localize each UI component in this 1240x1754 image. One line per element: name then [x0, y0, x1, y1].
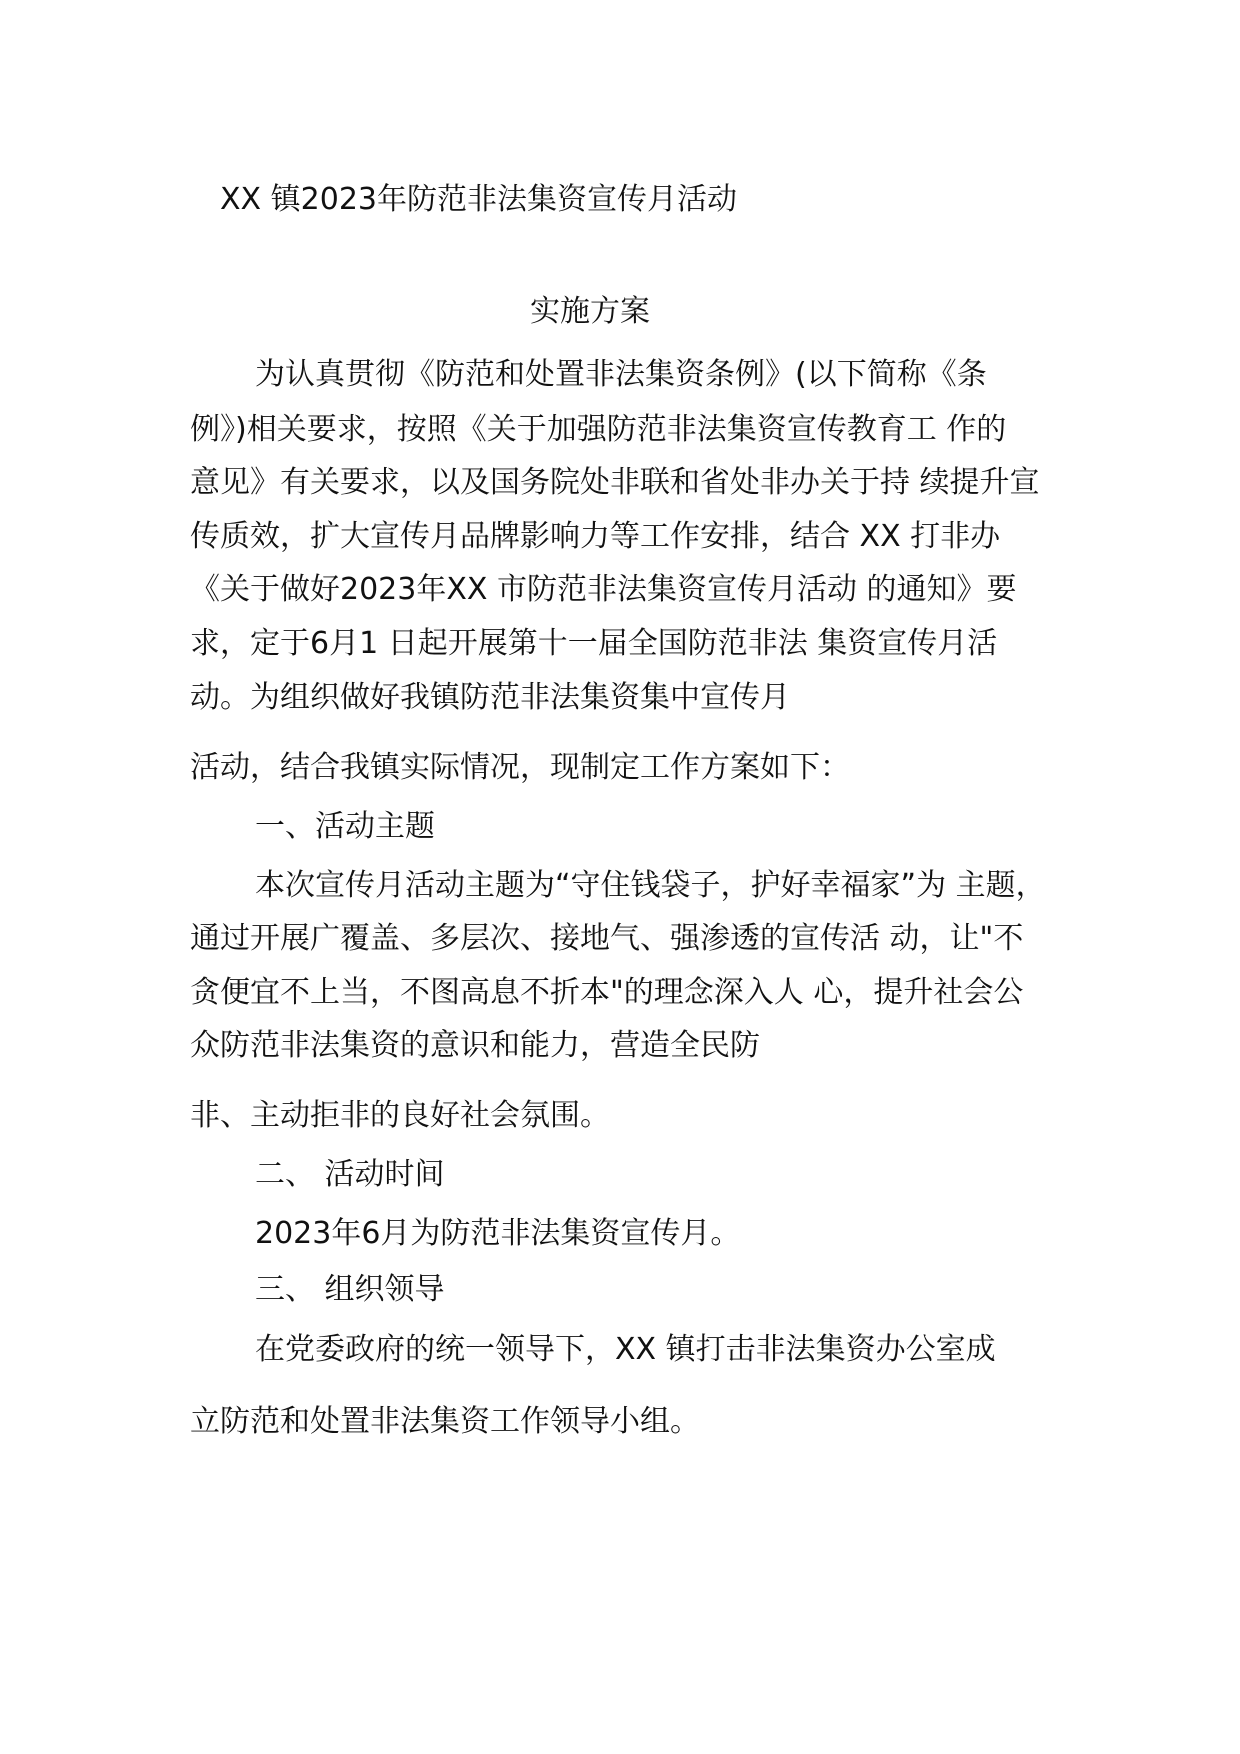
intro-line: 求，定于6月1 日起开展第十一届全国防范非法 集资宣传月活	[190, 626, 998, 661]
document-title-line-1: XX 镇2023年防范非法集资宣传月活动	[220, 182, 737, 217]
section-3-body-line: 在党委政府的统一领导下，XX 镇打击非法集资办公室成	[255, 1332, 996, 1367]
section-1-heading: 一、活动主题	[255, 809, 435, 844]
section-3-body-line: 立防范和处置非法集资工作领导小组。	[190, 1404, 700, 1439]
section-2-body-line: 2023年6月为防范非法集资宣传月。	[255, 1216, 741, 1251]
intro-line: 动。为组织做好我镇防范非法集资集中宣传月	[190, 680, 790, 715]
section-1-body-line: 众防范非法集资的意识和能力，营造全民防	[190, 1028, 760, 1063]
intro-line: 传质效，扩大宣传月品牌影响力等工作安排，结合 XX 打非办	[190, 519, 1001, 554]
section-1-body-line: 贪便宜不上当，不图高息不折本"的理念深入人 心，提升社会公	[190, 975, 1024, 1010]
intro-line: 意见》有关要求，以及国务院处非联和省处非办关于持 续提升宣	[190, 465, 1040, 500]
section-2-heading: 二、 活动时间	[255, 1157, 445, 1192]
section-1-body-line: 通过开展广覆盖、多层次、接地气、强渗透的宣传活 动，让"不	[190, 921, 1024, 956]
intro-line: 为认真贯彻《防范和处置非法集资条例》(以下简称《条	[255, 357, 987, 392]
intro-line: 《关于做好2023年XX 市防范非法集资宣传月活动 的通知》要	[190, 572, 1017, 607]
section-3-heading: 三、 组织领导	[255, 1272, 445, 1307]
intro-line: 例》)相关要求，按照《关于加强防范非法集资宣传教育工 作的	[190, 412, 1007, 447]
section-1-body-line: 非、主动拒非的良好社会氛围。	[190, 1098, 610, 1133]
section-1-body-line: 本次宣传月活动主题为“守住钱袋子，护好幸福家”为 主题，	[255, 868, 1046, 903]
intro-line: 活动，结合我镇实际情况，现制定工作方案如下：	[190, 750, 850, 785]
document-title-line-2: 实施方案	[530, 294, 650, 329]
